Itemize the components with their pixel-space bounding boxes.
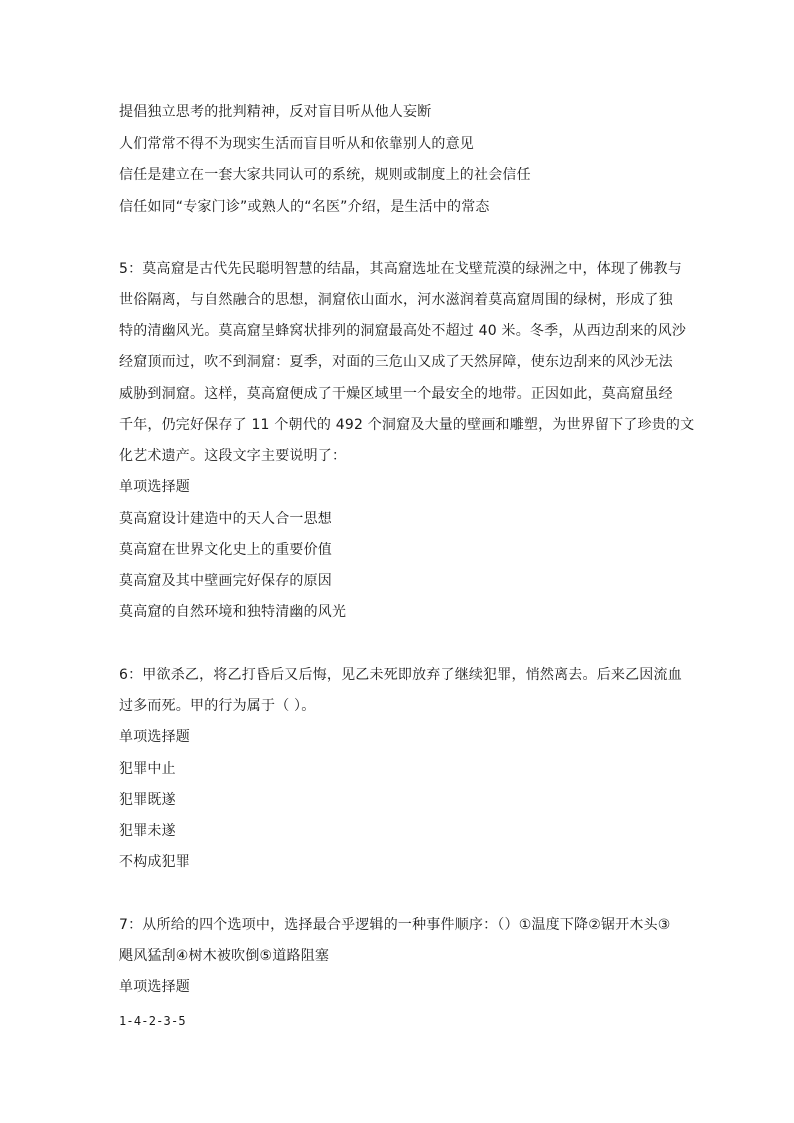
q5-stem-line-7: 化艺术遗产。这段文字主要说明了：: [119, 448, 347, 464]
q6-option-a: 犯罪中止: [119, 761, 176, 777]
q6-option-b: 犯罪既遂: [119, 792, 176, 808]
prev-option-1: 提倡独立思考的批判精神，反对盲目听从他人妄断: [119, 104, 432, 120]
prev-option-2: 人们常常不得不为现实生活而盲目听从和依靠别人的意见: [119, 136, 474, 152]
q7-type-label: 单项选择题: [119, 979, 190, 995]
q7-stem-line-1: 7：从所给的四个选项中，选择最合乎逻辑的一种事件顺序：（）①温度下降②锯开木头③: [119, 917, 671, 933]
q6-stem-line-2: 过多而死。甲的行为属于（ ）。: [119, 698, 316, 714]
q6-stem-line-1: 6：甲欲杀乙，将乙打昏后又后悔，见乙未死即放弃了继续犯罪，悄然离去。后来乙因流血: [119, 667, 682, 683]
q7-stem-line-2: 飓风猛刮④树木被吹倒⑤道路阻塞: [119, 948, 330, 964]
q5-type-label: 单项选择题: [119, 479, 190, 495]
q5-option-c: 莫高窟及其中壁画完好保存的原因: [119, 573, 332, 589]
q5-option-d: 莫高窟的自然环境和独特清幽的风光: [119, 604, 347, 620]
q5-stem-line-2: 世俗隔离，与自然融合的思想，洞窟依山面水，河水滋润着莫高窟周围的绿树，形成了独: [119, 292, 673, 308]
q5-option-b: 莫高窟在世界文化史上的重要价值: [119, 542, 332, 558]
q5-stem-line-4: 经窟顶而过，吹不到洞窟：夏季，对面的三危山又成了天然屏障，使东边刮来的风沙无法: [119, 354, 673, 370]
q5-option-a: 莫高窟设计建造中的天人合一思想: [119, 511, 332, 527]
q5-stem-line-6: 千年，仍完好保存了 11 个朝代的 492 个洞窟及大量的壁画和雕塑，为世界留下了珍贵的文: [119, 417, 695, 433]
prev-option-4: 信任如同“专家门诊”或熟人的“名医”介绍，是生活中的常态: [119, 199, 490, 215]
prev-option-3: 信任是建立在一套大家共同认可的系统，规则或制度上的社会信任: [119, 167, 531, 183]
q6-option-c: 犯罪未遂: [119, 823, 176, 839]
q5-stem-line-1: 5：莫高窟是古代先民聪明智慧的结晶，其高窟选址在戈壁荒漠的绿洲之中，体现了佛教与: [119, 261, 682, 277]
q6-type-label: 单项选择题: [119, 729, 190, 745]
q6-option-d: 不构成犯罪: [119, 854, 190, 870]
q5-stem-line-5: 威胁到洞窟。这样，莫高窟便成了干燥区域里一个最安全的地带。正因如此，莫高窟虽经: [119, 386, 673, 402]
q7-option-a: 1-4-2-3-5: [119, 1014, 186, 1028]
q5-stem-line-3: 特的清幽风光。莫高窟呈蜂窝状排列的洞窟最高处不超过 40 米。冬季，从西边刮来的风沙: [119, 323, 687, 339]
